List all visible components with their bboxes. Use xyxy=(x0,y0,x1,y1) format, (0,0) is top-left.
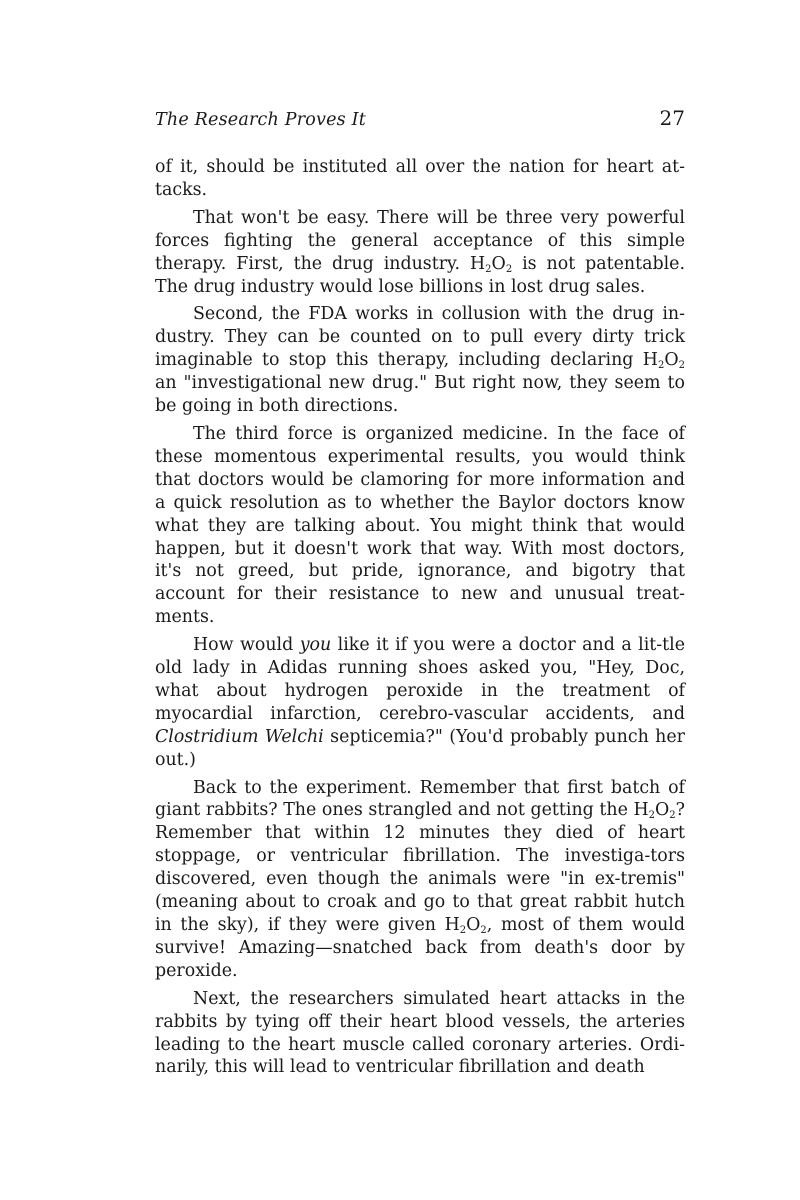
paragraph-4-text: The third force is organized medicine. In the face of these momentous experimental results, you would think that doctors would be clamoring for more information and a quick resolution as to whether the Baylor doctors know what they are talking about. You might think that would happen, but it doesn't work that way. With most doctors, it's not greed, but pride, ignorance, and bigotry that account for their resistance to new and unusual treat-ments. xyxy=(155,423,685,628)
paragraph-3 xyxy=(155,303,685,418)
paragraph-5-text-c: septicemia?" (You'd probably punch her out.) xyxy=(155,726,685,770)
paragraph-3-text-a: Second, the FDA works in collusion with the drug in-dustry. They can be counted on to pull every dirty trick imaginable to stop this therapy, including declaring H xyxy=(155,304,685,371)
paragraph-1-text: of it, should be instituted all over the nation for heart at-tacks. xyxy=(155,157,685,200)
subscript-2: 2 xyxy=(505,263,513,275)
paragraph-7-text: Next, the researchers simulated heart attacks in the rabbits by tying off their heart blood vessels, the arteries leading to the heart muscle called coronary arteries. Ordi-narily, this will lead to ventricular fibrillation and death xyxy=(155,988,685,1078)
subscript-2: 2 xyxy=(648,810,656,822)
subscript-2: 2 xyxy=(459,925,467,936)
subscript-2: 2 xyxy=(480,925,487,936)
paragraph-6-text-e: , most of them would survive! Amazing—snatched back from death's door by peroxide. xyxy=(155,915,685,981)
paragraph-5-text-a: How would xyxy=(193,635,300,656)
paragraph-6 xyxy=(155,777,685,983)
paragraph-6-text-c: ? Remember that within 12 minutes they died of heart stoppage, or ventricular fibrillation. The investiga-tors discovered, even though the animals were "in ex-tremis" (meaning about to croak and go to that great rabbit hutch in the sky), if they were given H xyxy=(155,800,685,935)
paragraph-5-text-b: like it if you were a doctor and a lit-tle old lady in Adidas running shoes asked you, "Hey, Doc, what about hydrogen peroxide in the treatment of myocardial infarction, cerebro-vascular accidents, and xyxy=(155,635,685,724)
paragraph-6-text-a: Back to the experiment. Remember that first batch of giant rabbits? The ones strangled and not getting the H xyxy=(155,777,685,821)
emphasis-organism-name: Clostridium Welchi xyxy=(155,726,324,747)
paragraph-6-text-b: O xyxy=(655,800,670,821)
subscript-2: 2 xyxy=(485,263,492,275)
body-text xyxy=(155,156,685,1079)
running-head xyxy=(155,106,685,136)
paragraph-2-text-b: O xyxy=(491,253,506,274)
paragraph-5 xyxy=(155,634,685,771)
paragraph-2-text-a: That won't be easy. There will be three very powerful forces fighting the general acceptance of this simple therapy. First, the drug industry. H xyxy=(155,207,685,274)
subscript-2: 2 xyxy=(669,810,676,822)
paragraph-3-text-b: O xyxy=(664,350,679,371)
paragraph-2-text-c: is not patentable. The drug industry would lose billions in lost drug sales. xyxy=(155,253,685,297)
paragraph-1 xyxy=(155,156,685,202)
emphasis-you: you xyxy=(299,635,332,656)
book-page xyxy=(155,106,685,1084)
subscript-2: 2 xyxy=(678,360,685,372)
paragraph-2 xyxy=(155,207,685,299)
paragraph-3-text-c: an "investigational new drug." But right now, they seem to be going in both directions. xyxy=(155,373,685,417)
running-head-title: The Research Proves It xyxy=(155,110,366,130)
paragraph-4 xyxy=(155,423,685,629)
page-number: 27 xyxy=(659,106,685,130)
subscript-2: 2 xyxy=(657,360,665,372)
paragraph-7 xyxy=(155,988,685,1080)
paragraph-6-text-d: O xyxy=(466,915,481,935)
